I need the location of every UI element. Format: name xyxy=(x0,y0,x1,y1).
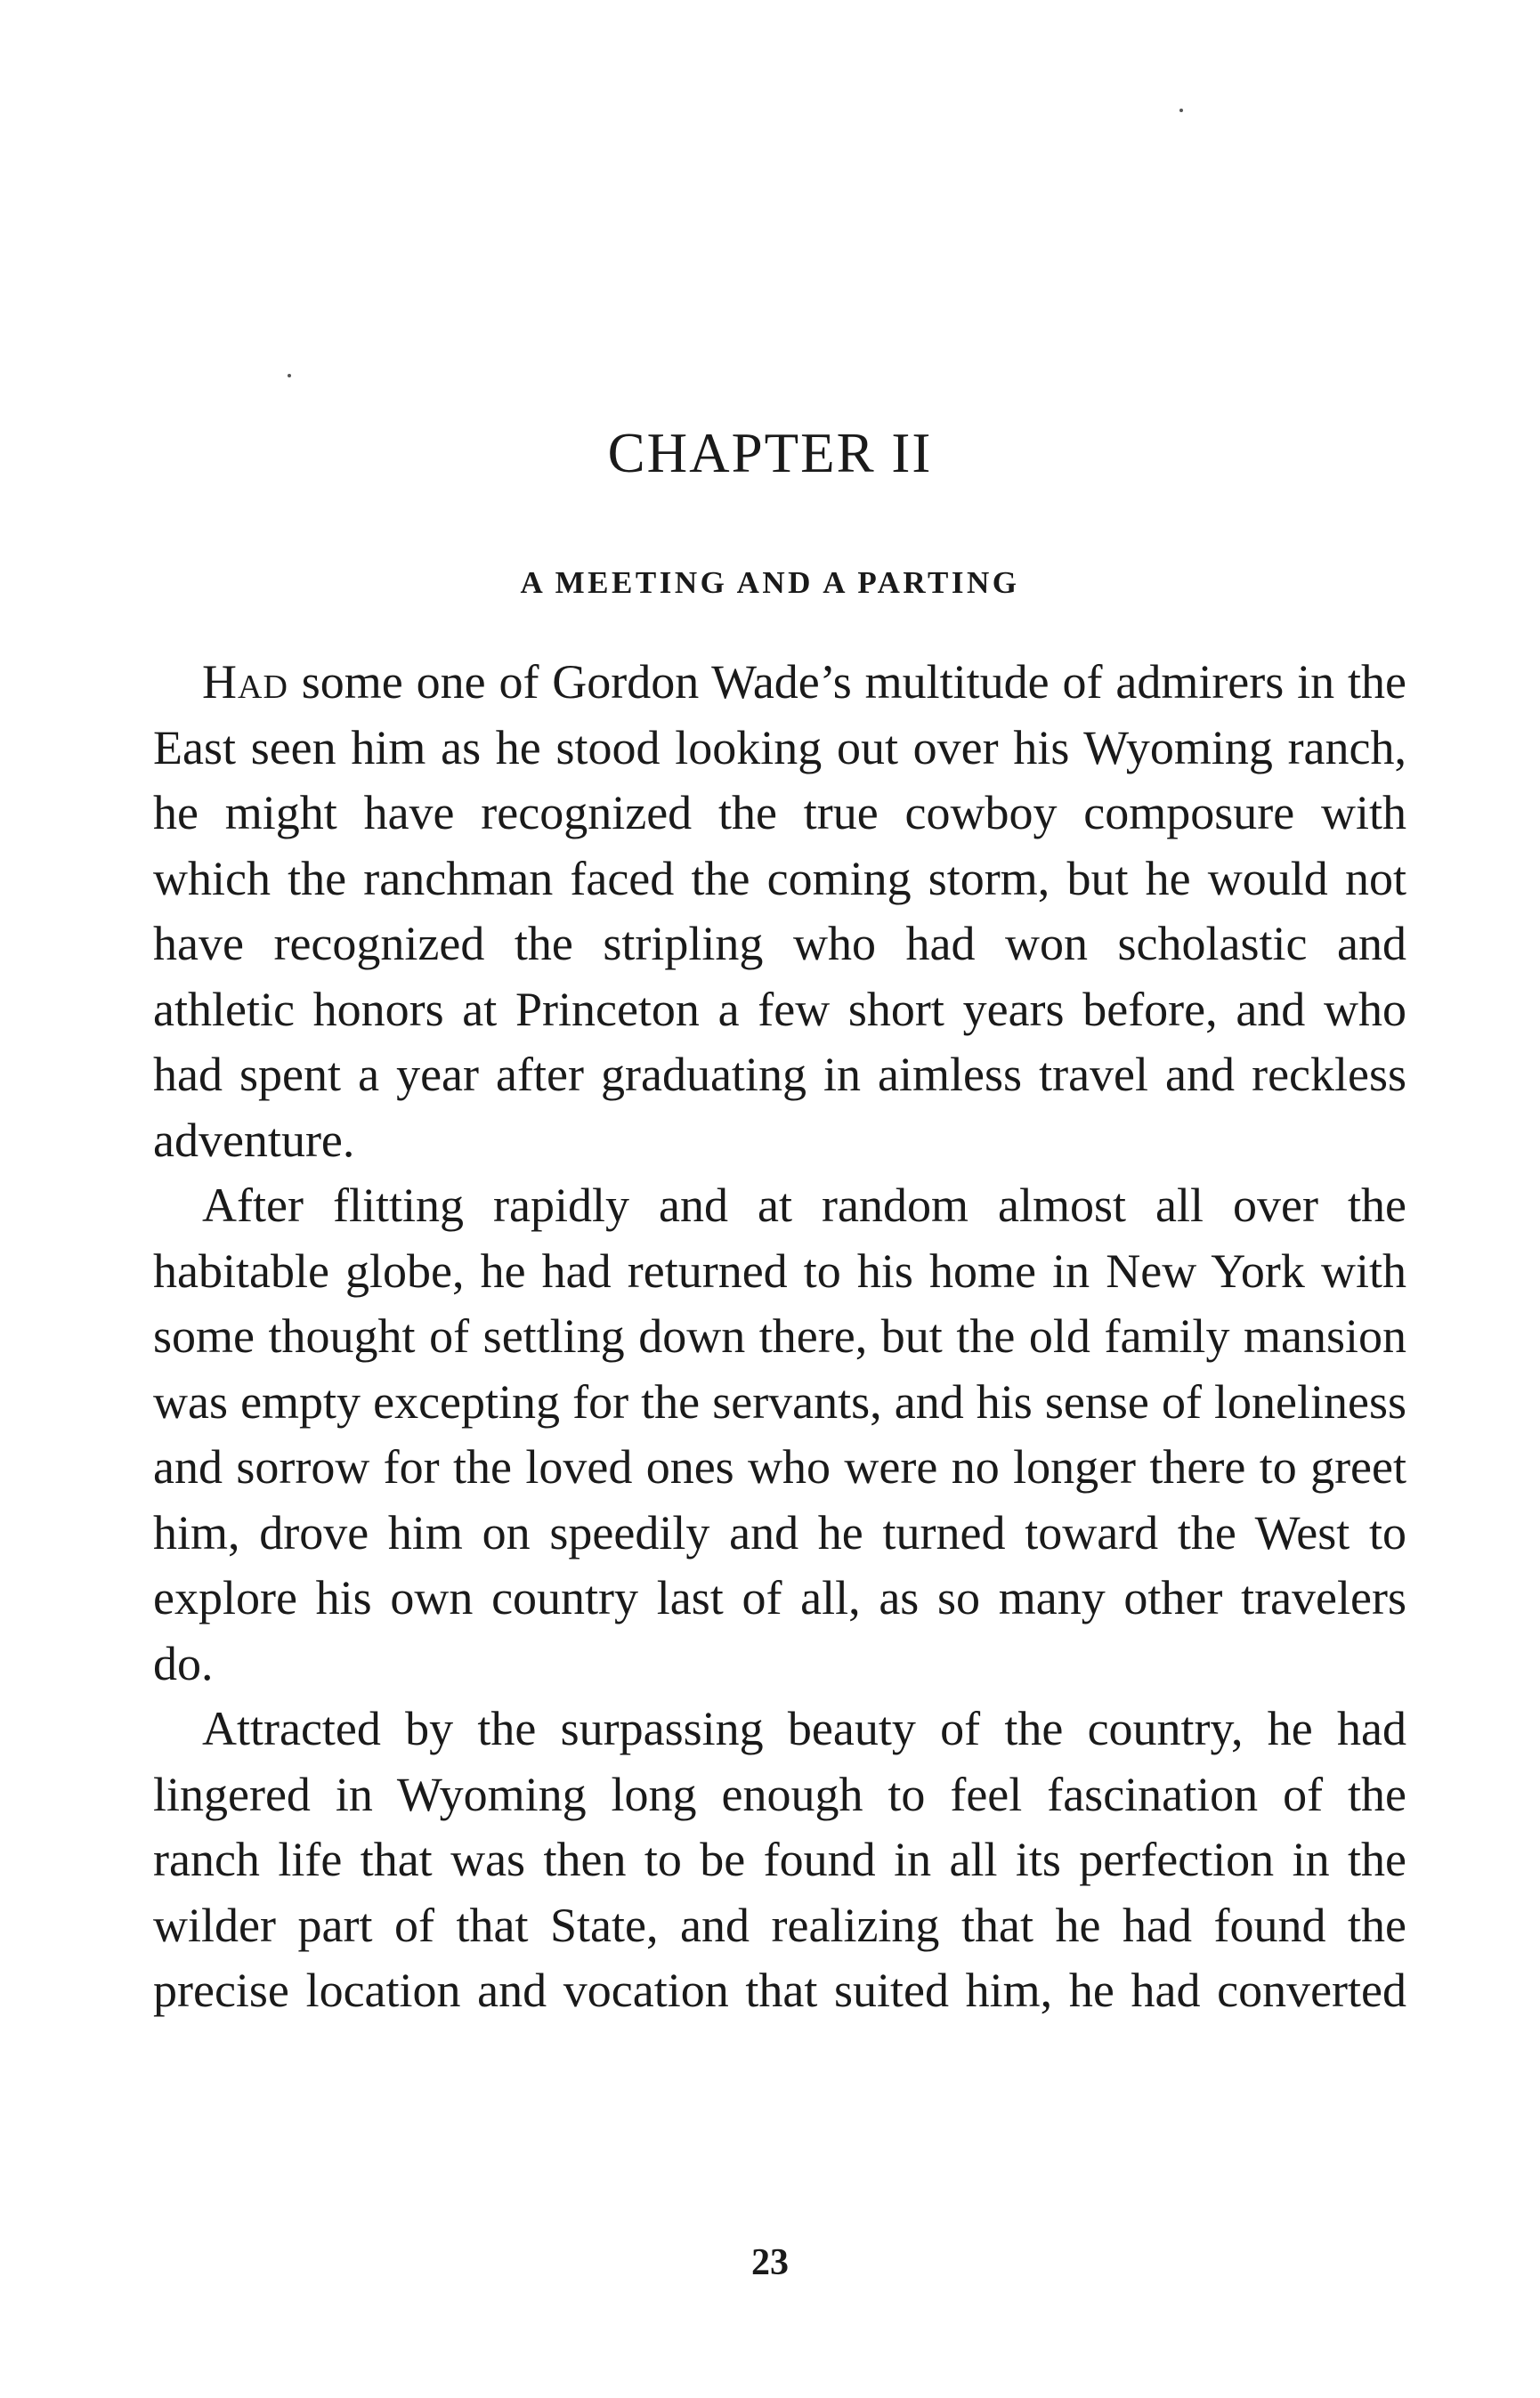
paragraph xyxy=(153,1173,1406,1697)
chapter-body xyxy=(153,650,1406,2024)
print-speck xyxy=(1179,109,1183,112)
paragraph-lead-word: Had xyxy=(202,655,288,709)
paragraph-text: Attracted by the surpassing beauty of the country, he had lingered in Wyoming long enough to feel fascination of the ranch life that was then to be found in all its perfection in the wilder part of that State, and realizing that he had found the precise location and vocation that suited him, he had converted xyxy=(153,1702,1406,2017)
page-number: 23 xyxy=(751,2242,789,2283)
chapter-title: A MEETING AND A PARTING xyxy=(520,565,1020,600)
paragraph-text: some one of Gordon Wade’s multitude of admirers in the East seen him as he stood looking out over his Wyoming ranch, he might have recognized the true cowboy composure with which the ranchman faced the coming storm, but he would not have recognized the stripling who had won scholastic and athletic honors at Princeton a few short years before, and who had spent a year after graduating in aimless travel and reckless adventure. xyxy=(153,655,1406,1167)
chapter-number: CHAPTER II xyxy=(607,422,933,484)
paragraph xyxy=(153,1697,1406,2024)
print-speck xyxy=(288,374,291,377)
paragraph xyxy=(153,650,1406,1173)
paragraph-text: After flitting rapidly and at random almost all over the habitable globe, he had returned to his home in New York with some thought of settling down there, but the old family mansion was empty excepting for the servants, and his sense of loneliness and sorrow for the loved ones who were no longer there to greet him, drove him on speedily and he turned toward the West to explore his own country last of all, as so many other travelers do. xyxy=(153,1179,1406,1690)
